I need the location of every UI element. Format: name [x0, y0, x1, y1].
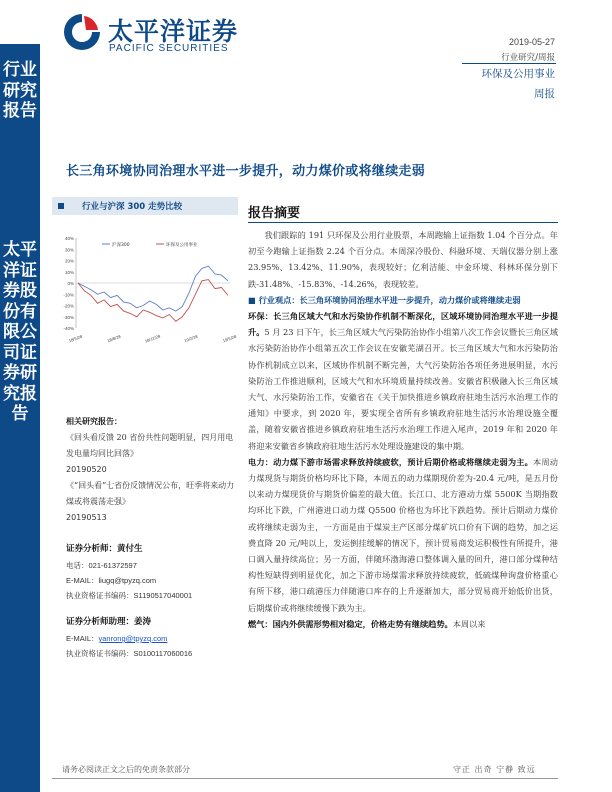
report-kind: 周报: [534, 88, 555, 100]
logo-name-en: PACIFIC SECURITIES: [109, 43, 229, 54]
power-paragraph: [248, 454, 558, 616]
y-tick-label: 30%: [64, 247, 74, 253]
report-sector: 环保及公用事业: [481, 68, 555, 80]
viewpoint-text: 行业观点：长三角环境协同治理水平进一步提升，动力煤价或将继续走弱: [258, 294, 521, 305]
analyst-email-row: [66, 575, 241, 586]
assistant-cert: 执业资格证书编码：S0100117060016: [66, 649, 193, 658]
company-motto: 守正 出奇 宁静 致远: [453, 765, 536, 774]
legend-label: 沪深300: [112, 243, 130, 248]
report-date: 2019-05-27: [508, 37, 555, 47]
header-divider: [462, 63, 556, 64]
summary-paragraph: 我们跟踪的 191 只环保及公用行业股票，本周跑输上证指数 1.04 个百分点。年初至今跑输上证指数 2.24 个百分点。本周深冷股份、科融环境、天瑞仪器分别上涨 23.95%、13.42%、11.90%，表现较好；亿利洁能、中金环境、科林环保分别下跌-31.48%、-15.83%、-14.26%，表现较差。: [248, 230, 558, 289]
square-bullet-icon: [58, 203, 64, 209]
logo-name-cn: 太平洋证券: [108, 17, 239, 46]
side-banner: [0, 44, 40, 792]
x-tick-label: 18/5/28: [68, 333, 83, 344]
summary-heading: 报告摘要: [248, 206, 301, 221]
company-logo-icon: [62, 12, 102, 50]
gas-paragraph: [248, 616, 558, 632]
page-title: 长三角环境协同治理水平进一步提升，动力煤价或将继续走弱: [66, 164, 426, 179]
assistant-name: 证券分析师助理：姜涛: [66, 617, 152, 627]
environment-lead: 环保：长三角区域大气和水污染协作机制不断深化，区域环境协同治理水平进一步提升。: [248, 311, 558, 338]
report-type: 行业研究/周报: [501, 53, 555, 63]
analyst-info: [66, 542, 241, 663]
environment-paragraph: [248, 308, 558, 454]
y-tick-label: 20%: [64, 258, 74, 264]
y-tick-label: -20%: [63, 303, 74, 309]
footer-divider: [52, 778, 558, 779]
email-label: E-MAIL：: [66, 634, 99, 643]
related-reports-heading: 相关研究报告：: [66, 417, 122, 426]
related-report-title[interactable]: 《“回头看”七省份反馈情况公布，旺季将来动力煤或将震荡走强》: [66, 481, 235, 506]
legend-label: 环保及公用事业: [166, 243, 198, 248]
series-line: [78, 266, 228, 311]
x-tick-label: 19/2/28: [183, 333, 199, 344]
environment-text: 5 月 23 日下午，长三角区域大气污染防治协作小组第八次工作会议暨长三角区域水污染防治协作小组第五次工作会议在安徽芜湖召开。长三角区域大气和水污染防治协作机制成立以来，区域协作机制不断完善，大气污染防治各项任务进展明显，水污染防治工作推进顺利，区域大气和水环境质量持续改善。安徽省积极融入长三角区域大气、水污染防治工作，安徽省在《关于加快推进乡镇政府驻地生活污水治理工作的通知》中要求，到 2020 年，要实现全省所有乡镇政府驻地生活污水治理设施全覆盖，随着安徽省推进乡镇政府驻地生活污水治理工作进入尾声，2019 年和 2020 年将迎来安徽省乡镇政府驻地生活污水处理设施建设的集中期。: [248, 327, 559, 451]
assistant-email-link[interactable]: yanrong@tpyzq.com: [98, 634, 168, 643]
y-tick-label: 40%: [64, 236, 74, 241]
power-lead: 电力：动力煤下游市场需求释放持续疲软，预计后期价格或将继续走弱为主。: [248, 456, 534, 467]
analyst-phone: 电话：021-61372597: [66, 561, 137, 570]
analyst-cert: 执业资格证书编码：S1190517040001: [66, 591, 193, 600]
y-tick-label: -10%: [63, 292, 74, 298]
related-report-date: 20190520: [66, 465, 107, 474]
chart-title: 行业与沪深 300 走势比较: [82, 202, 183, 212]
x-tick-label: 18/8/28: [106, 333, 122, 344]
gas-text: 本周以来: [452, 618, 486, 629]
viewpoint-bullet: ■ 行业观点：长三角环境协同治理水平进一步提升，动力煤价或将继续走弱: [248, 294, 521, 305]
chart-title-bar: [52, 197, 238, 215]
related-report-title[interactable]: 《回头看反馈 20 省份共性问题明显，四月用电发电量均同比回落》: [66, 433, 234, 458]
y-tick-label: -30%: [63, 314, 74, 320]
gas-lead: 燃气：国内外供需形势相对稳定，价格走势有继续趋势。: [248, 618, 453, 629]
analyst-name: 证券分析师：黄付生: [66, 544, 143, 554]
assistant-email-row: [66, 633, 241, 644]
related-report-date: 20190513: [66, 513, 107, 522]
analyst-email[interactable]: liugq@tpyzq.com: [98, 576, 157, 585]
side-banner-top-text: 行业研究报告: [3, 60, 37, 121]
x-tick-label: 18/11/28: [144, 333, 161, 344]
y-tick-label: 10%: [64, 269, 74, 275]
summary-divider: [248, 222, 558, 223]
trend-chart: [52, 228, 238, 346]
y-tick-label: -40%: [63, 326, 74, 331]
email-label: E-MAIL：: [66, 576, 99, 585]
summary-body: [248, 227, 558, 632]
series-line: [78, 280, 228, 322]
side-banner-company-text: 太平洋证券股份有限公司证券研究报告: [3, 240, 37, 424]
related-reports: [66, 414, 236, 526]
disclaimer-note: 请务必阅读正文之后的免责条款部分: [62, 765, 190, 774]
power-text: 本周动力煤现货与期货价格均环比下降，本周五的动力煤期现价差为-20.4 元/吨，是五月份以来动力煤现货价与期货价偏差的最大值。长江口、北方港动力煤 5500K 当期指数均环比下跌，广州港进口动力煤 Q5500 价格也为环比下跌趋势。预计后期动力煤价或将继续走弱为主，一方面是由于煤炭主产区部分煤矿坑口价有下调的趋势，加之运费直降 20 元/吨以上，发运倒挂缓解的情况下，预计贸易商发运积极性有所提升，港口调入量持续高位；另一方面，伴随环渤海港口整体调入量的回升，港口部分煤种结构性短缺得到明显优化，加之下游市场煤需求释放持续疲软，低硫煤种询盘价格重心有所下移，港口疏港压力伴随港口库存的上升逐渐加大，部分贸易商开始低价出货，后期煤价或将继续缓慢下跌为主。: [248, 456, 558, 613]
x-tick-label: 19/5/28: [222, 333, 237, 344]
y-tick-label: 0%: [67, 281, 74, 286]
